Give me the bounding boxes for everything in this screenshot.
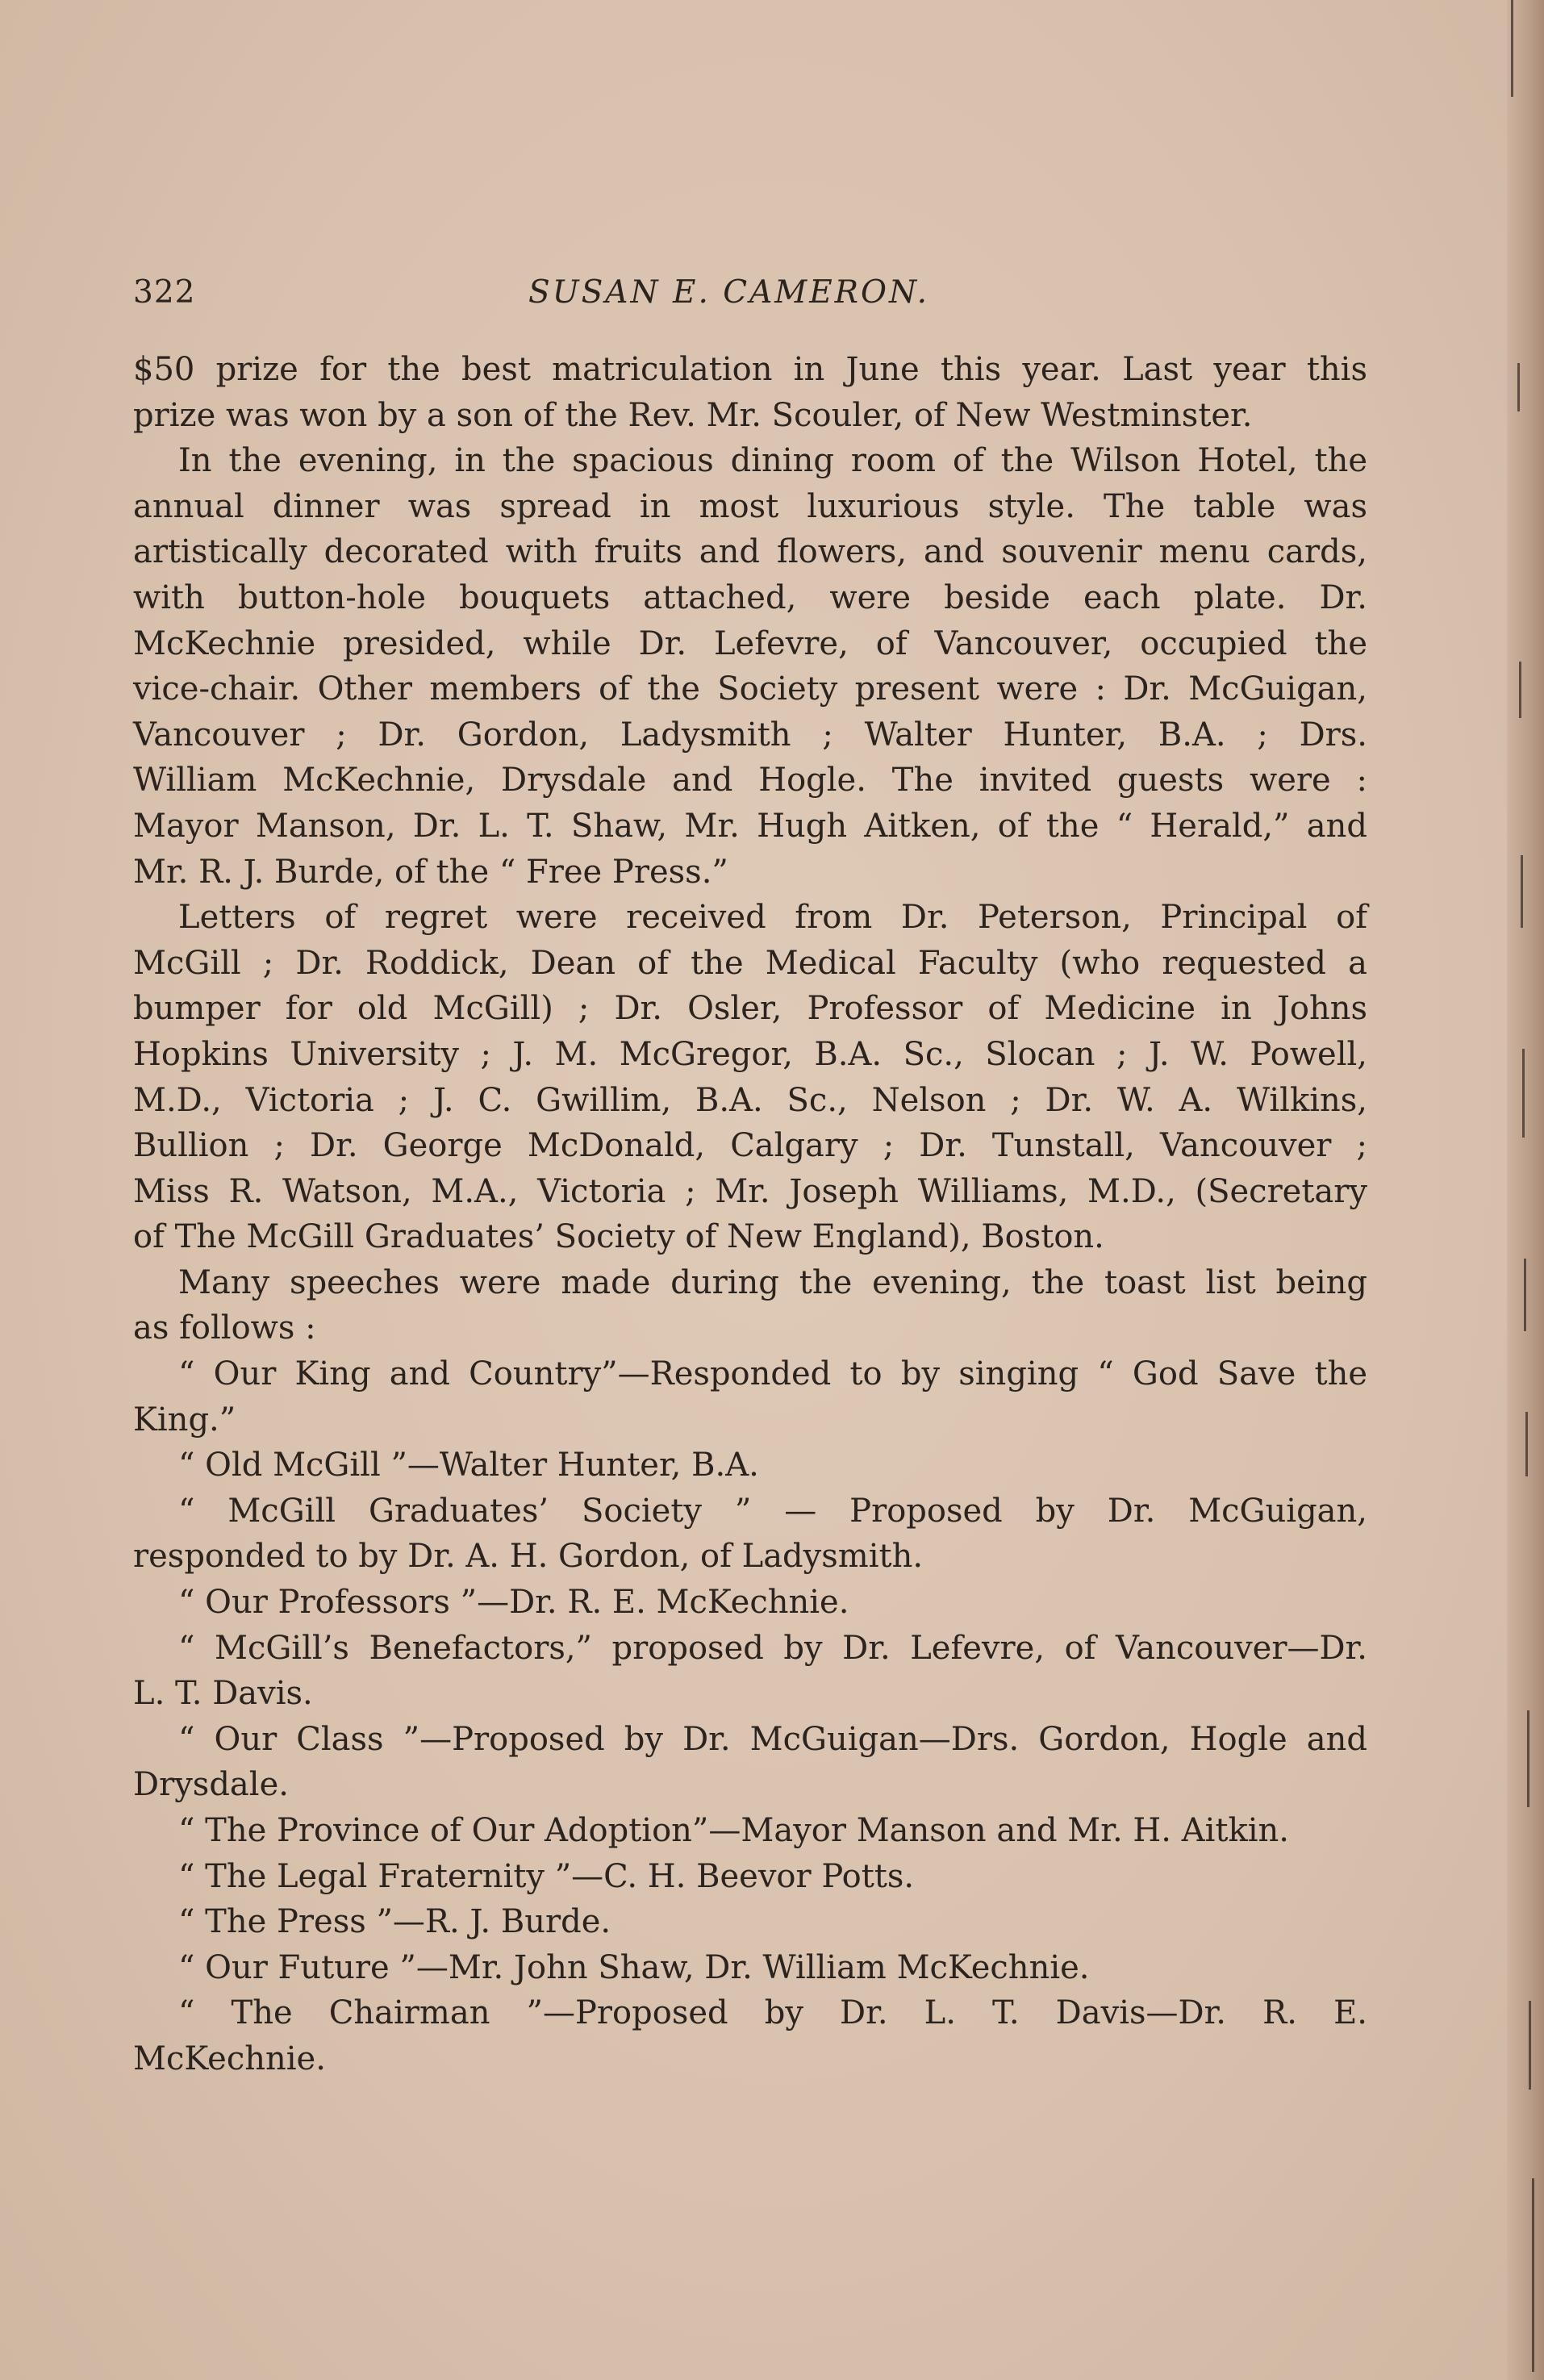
edge-mark: [1524, 1259, 1526, 1331]
text-line: Miss R. Watson, M.A., Victoria ; Mr. Joseph Williams, M.D., (Secretary: [133, 1172, 1367, 1210]
text-line: Mr. R. J. Burde, of the “ Free Press.”: [133, 853, 728, 891]
text-line: “ The Chairman ”—Proposed by Dr. L. T. Davis—Dr. R. E.: [178, 1994, 1367, 2032]
text-line: “ Our King and Country”—Responded to by singing “ God Save the: [178, 1355, 1367, 1393]
text-line: King.”: [133, 1401, 236, 1438]
text-line: “ Our Future ”—Mr. John Shaw, Dr. William McKechnie.: [178, 1948, 1090, 1986]
running-title: SUSAN E. CAMERON.: [528, 274, 930, 311]
text-line: of The McGill Graduates’ Society of New England), Boston.: [133, 1218, 1104, 1256]
edge-mark: [1525, 1412, 1528, 1476]
page-edge: [1507, 0, 1544, 2380]
text-line: “ McGill Graduates’ Society ” — Proposed by Dr. McGuigan,: [178, 1492, 1367, 1530]
text-line: Many speeches were made during the evening, the toast list being: [178, 1263, 1367, 1301]
text-line: Vancouver ; Dr. Gordon, Ladysmith ; Walter Hunter, B.A. ; Drs.: [133, 716, 1367, 754]
edge-mark: [1517, 363, 1520, 411]
text-line: William McKechnie, Drysdale and Hogle. The invited guests were :: [133, 762, 1367, 800]
edge-mark: [1519, 662, 1521, 718]
edge-mark: [1527, 1710, 1529, 1807]
text-line: McKechnie.: [133, 2040, 326, 2077]
text-line: McKechnie presided, while Dr. Lefevre, of Vancouver, occupied the: [133, 624, 1367, 662]
text-line: responded to by Dr. A. H. Gordon, of Ladysmith.: [133, 1538, 924, 1576]
text-line: “ The Province of Our Adoption”—Mayor Manson and Mr. H. Aitkin.: [178, 1812, 1289, 1849]
text-line: bumper for old McGill) ; Dr. Osler, Professor of Medicine in Johns: [133, 990, 1367, 1028]
text-line: Letters of regret were received from Dr. Peterson, Principal of: [178, 899, 1367, 937]
text-line: McGill ; Dr. Roddick, Dean of the Medical Faculty (who requested a: [133, 944, 1367, 982]
text-line: In the evening, in the spacious dining room of the Wilson Hotel, the: [178, 442, 1367, 480]
text-line: “ The Press ”—R. J. Burde.: [178, 1903, 611, 1941]
text-line: $50 prize for the best matriculation in June this year. Last year this: [133, 351, 1367, 388]
text-line: as follows :: [133, 1309, 316, 1347]
text-line: “ Our Class ”—Proposed by Dr. McGuigan—Drs. Gordon, Hogle and: [178, 1720, 1367, 1758]
text-line: annual dinner was spread in most luxurious style. The table was: [133, 487, 1367, 525]
text-line: Mayor Manson, Dr. L. T. Shaw, Mr. Hugh Aitken, of the “ Herald,” and: [133, 807, 1367, 845]
text-line: Hopkins University ; J. M. McGregor, B.A. Sc., Slocan ; J. W. Powell,: [133, 1035, 1367, 1073]
text-line: with button-hole bouquets attached, were beside each plate. Dr.: [133, 578, 1367, 616]
text-line: M.D., Victoria ; J. C. Gwillim, B.A. Sc., Nelson ; Dr. W. A. Wilkins,: [133, 1081, 1367, 1119]
edge-mark: [1521, 855, 1523, 928]
text-line: L. T. Davis.: [133, 1675, 313, 1713]
text-line: vice-chair. Other members of the Society present were : Dr. McGuigan,: [133, 670, 1367, 708]
text-line: “ Old McGill ”—Walter Hunter, B.A.: [178, 1447, 759, 1484]
edge-mark: [1511, 0, 1513, 97]
edge-mark: [1532, 2178, 1534, 2372]
edge-mark: [1522, 1049, 1525, 1138]
text-line: artistically decorated with fruits and flowers, and souvenir menu cards,: [133, 533, 1367, 571]
text-line: “ The Legal Fraternity ”—C. H. Beevor Potts.: [178, 1857, 915, 1895]
page-number: 322: [133, 274, 196, 311]
running-head: [133, 274, 1367, 323]
text-line: “ Our Professors ”—Dr. R. E. McKechnie.: [178, 1584, 849, 1622]
body-text: [133, 347, 1367, 2082]
text-line: prize was won by a son of the Rev. Mr. Scouler, of New Westminster.: [133, 396, 1253, 434]
text-line: Drysdale.: [133, 1766, 289, 1804]
text-line: Bullion ; Dr. George McDonald, Calgary ; Dr. Tunstall, Vancouver ;: [133, 1127, 1367, 1165]
text-line: “ McGill’s Benefactors,” proposed by Dr. Lefevre, of Vancouver—Dr.: [178, 1629, 1367, 1667]
edge-mark: [1529, 2001, 1531, 2090]
